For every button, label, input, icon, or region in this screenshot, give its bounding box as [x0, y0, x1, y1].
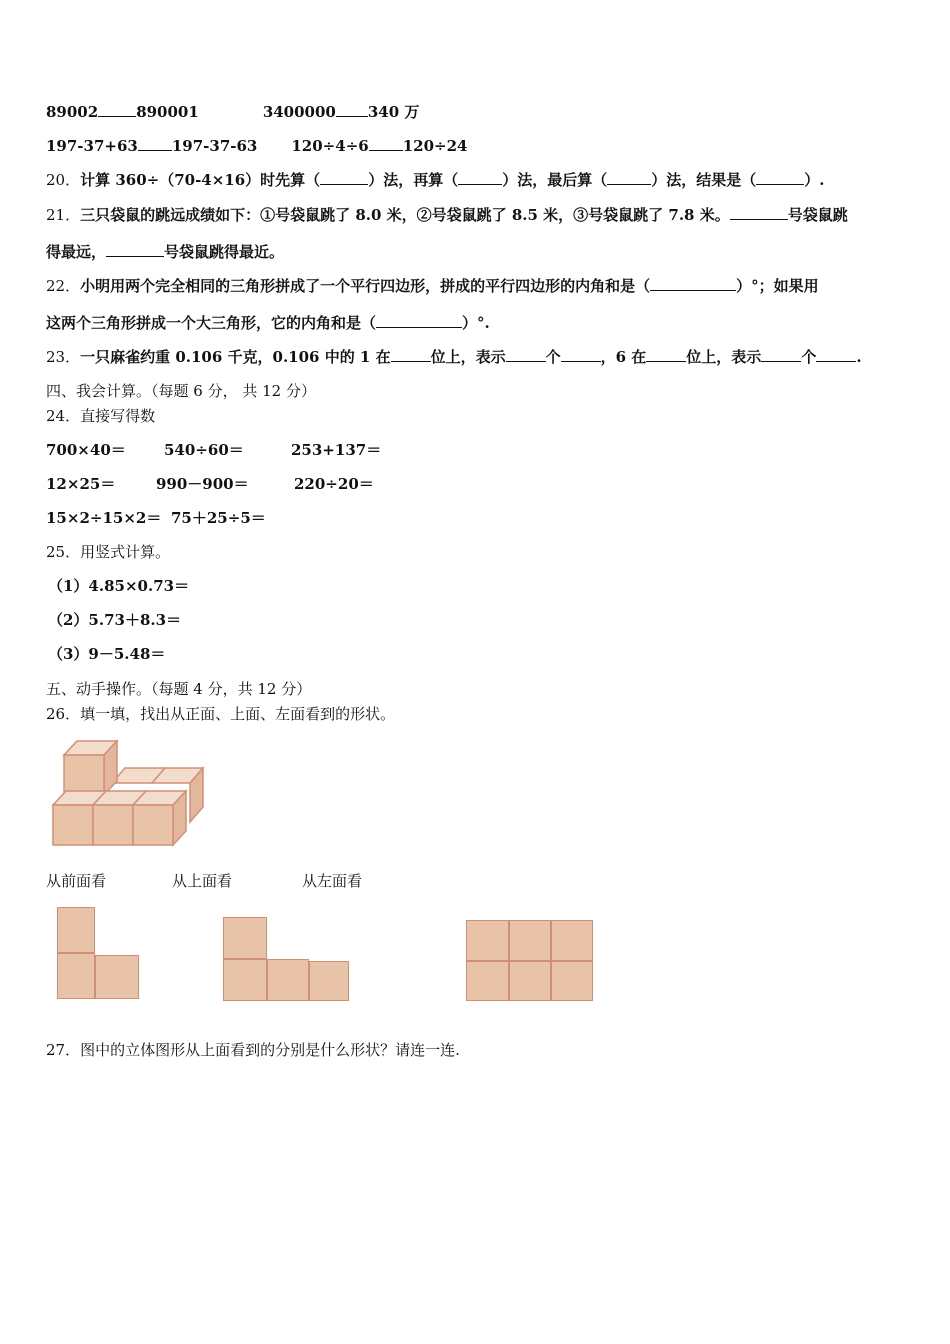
question-21	[46, 205, 848, 225]
question-23	[46, 347, 862, 367]
compare-2-a: 197-37+63	[46, 137, 138, 155]
view-shape-1[interactable]	[57, 907, 141, 999]
question-21-line-2	[46, 242, 284, 262]
answer-blank[interactable]	[336, 102, 368, 117]
compare-2-c: 120÷4÷6	[291, 137, 369, 155]
compare-1-c: 3400000	[262, 103, 336, 121]
answer-blank[interactable]	[376, 313, 462, 328]
answer-blank[interactable]	[458, 170, 502, 185]
answer-blank[interactable]	[391, 347, 431, 362]
q22-text-2: ）°；如果用	[736, 277, 819, 295]
q21-text-1: 三只袋鼠的跳远成绩如下：①号袋鼠跳了 8.0 米，②号袋鼠跳了 8.5 米，③号袋鼠跳了 7.8 米。	[80, 206, 730, 224]
compare-1-d: 340 万	[367, 103, 420, 121]
compare-row-1	[46, 102, 419, 122]
cube-front	[133, 805, 173, 845]
compare-1-a: 89002	[46, 103, 99, 121]
q22-text-3: 这两个三角形拼成一个大三角形，它的内角和是（	[46, 314, 377, 332]
answer-blank[interactable]	[98, 102, 136, 117]
view-square	[309, 961, 349, 1001]
q23-text-6: 个	[801, 348, 817, 366]
compare-row-2	[46, 136, 467, 156]
q25-item-2: （2）5.73＋8.3＝	[48, 611, 182, 629]
q24-row-3	[46, 508, 266, 528]
cube-stack-figure	[50, 738, 210, 850]
answer-blank[interactable]	[369, 136, 403, 151]
q23-text-3: 个	[545, 348, 561, 366]
q21-text-3: 得最远，	[46, 243, 107, 261]
answer-blank[interactable]	[756, 170, 804, 185]
answer-blank[interactable]	[506, 347, 546, 362]
view-square	[57, 953, 95, 999]
question-24-title: 24．直接写得数	[46, 407, 156, 425]
answer-blank[interactable]	[816, 347, 856, 362]
q24-item: 220÷20＝	[294, 475, 374, 493]
compare-2-d: 120÷24	[402, 137, 468, 155]
q22-text-4: ）°.	[462, 314, 490, 332]
answer-blank[interactable]	[320, 170, 368, 185]
question-25-title: 25．用竖式计算。	[46, 543, 171, 561]
view-shape-2[interactable]	[222, 917, 352, 1001]
view-square	[57, 907, 95, 953]
question-26-title: 26．填一填，找出从正面、上面、左面看到的形状。	[46, 705, 396, 723]
question-number: 20．	[46, 171, 81, 189]
q24-item: 700×40＝	[46, 441, 126, 459]
q24-item: 990－900＝	[156, 475, 249, 493]
q20-text-5: ）.	[804, 171, 825, 189]
q23-text-7: .	[856, 348, 862, 366]
q20-text-4: ）法，结果是（	[651, 171, 757, 189]
view-label-top: 从上面看	[172, 872, 233, 890]
question-22-line-2	[46, 313, 490, 333]
q24-item: 12×25＝	[46, 475, 116, 493]
view-shape-3[interactable]	[466, 920, 594, 1002]
answer-blank[interactable]	[106, 242, 164, 257]
answer-blank[interactable]	[138, 136, 172, 151]
q21-text-2: 号袋鼠跳	[787, 206, 848, 224]
q24-item: 540÷60＝	[164, 441, 244, 459]
view-square	[509, 961, 551, 1001]
question-22	[46, 276, 819, 296]
q23-text-4: ，6 在	[600, 348, 647, 366]
q24-row-2	[46, 474, 374, 494]
q23-text-5: 位上，表示	[686, 348, 762, 366]
q25-item-3: （3）9－5.48＝	[48, 645, 166, 663]
q20-text-3: ）法，最后算（	[502, 171, 608, 189]
view-square	[466, 920, 509, 961]
question-number: 22．	[46, 277, 81, 295]
view-square	[509, 920, 551, 961]
answer-blank[interactable]	[730, 205, 788, 220]
view-label-left: 从左面看	[302, 872, 363, 890]
q25-item-1: （1）4.85×0.73＝	[48, 577, 190, 595]
view-square	[267, 959, 309, 1001]
q20-text-1: 计算 360÷（70-4×16）时先算（	[80, 171, 321, 189]
view-square	[95, 955, 139, 999]
compare-1-b: 890001	[136, 103, 199, 121]
cube-front	[93, 805, 133, 845]
view-square	[466, 961, 509, 1001]
view-square	[551, 961, 593, 1001]
q23-text-1: 一只麻雀约重 0.106 千克，0.106 中的 1 在	[80, 348, 391, 366]
compare-2-b: 197-37-63	[171, 137, 258, 155]
answer-blank[interactable]	[646, 347, 686, 362]
q24-row-1	[46, 440, 381, 460]
answer-blank[interactable]	[607, 170, 651, 185]
answer-blank[interactable]	[650, 276, 736, 291]
question-number: 21．	[46, 206, 81, 224]
q24-item: 253+137＝	[291, 441, 382, 459]
q20-text-2: ）法，再算（	[368, 171, 459, 189]
q21-text-4: 号袋鼠跳得最近。	[164, 243, 285, 261]
q24-item: 15×2÷15×2＝	[46, 509, 162, 527]
question-20	[46, 170, 824, 190]
cube-front	[64, 755, 104, 795]
view-square	[551, 920, 593, 961]
question-27-title: 27．图中的立体图形从上面看到的分别是什么形状？请连一连.	[46, 1041, 460, 1059]
cube-front	[53, 805, 93, 845]
view-square	[223, 959, 267, 1001]
answer-blank[interactable]	[761, 347, 801, 362]
q22-text-1: 小明用两个完全相同的三角形拼成了一个平行四边形，拼成的平行四边形的内角和是（	[80, 277, 651, 295]
view-label-front: 从前面看	[46, 872, 107, 890]
question-number: 23．	[46, 348, 81, 366]
section-5-heading: 五、动手操作。（每题 4 分，共 12 分）	[46, 680, 312, 698]
answer-blank[interactable]	[561, 347, 601, 362]
section-4-heading: 四、我会计算。（每题 6 分， 共 12 分）	[46, 382, 316, 400]
view-square	[223, 917, 267, 959]
q23-text-2: 位上，表示	[430, 348, 506, 366]
q24-item: 75＋25÷5＝	[171, 509, 266, 527]
